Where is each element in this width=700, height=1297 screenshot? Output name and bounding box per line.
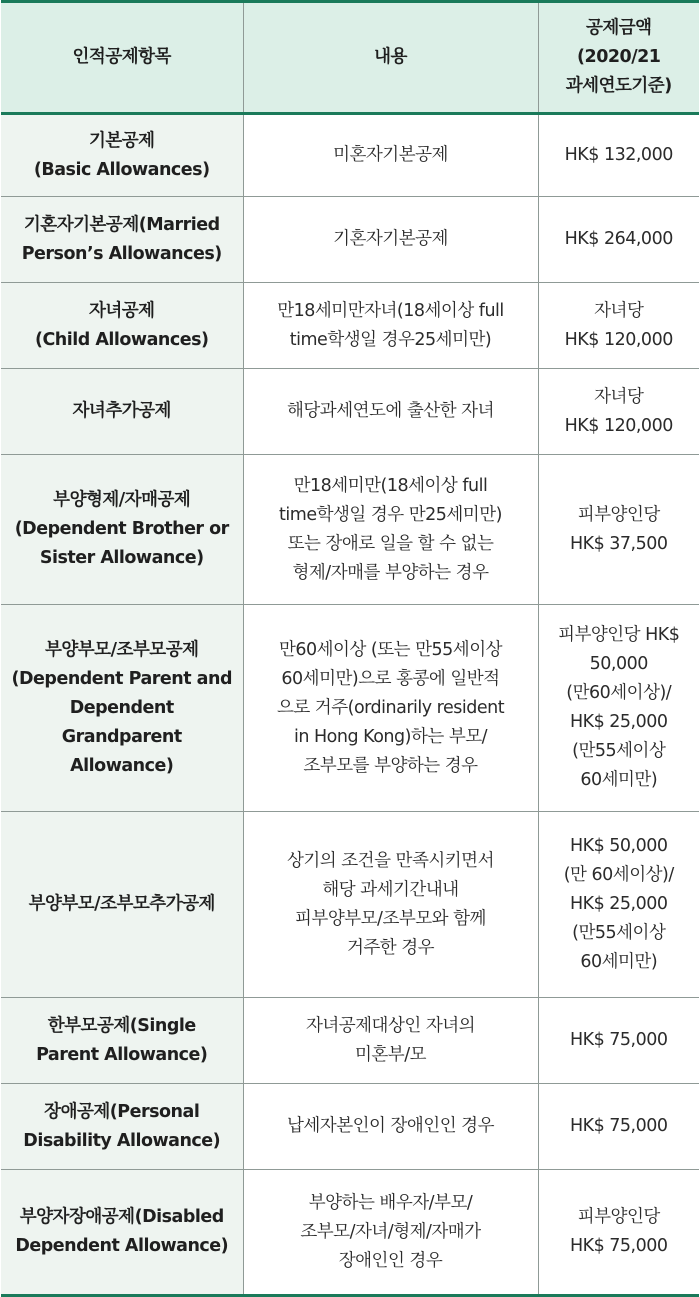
amount-line: 자녀당 [594, 300, 644, 321]
content-line: 만18세미만(18세이상 full [293, 475, 488, 496]
allowance-item [1, 369, 243, 455]
table-row [1, 812, 699, 998]
header-amount-line: 공제금액 [585, 18, 652, 38]
amount-line: 50,000 [589, 654, 648, 674]
content-line: 만60세이상 (또는 만55세이상 [278, 639, 503, 660]
content-line: 해당과세연도에 출산한 자녀 [287, 401, 494, 421]
amount-line: (만55세이상 [572, 741, 666, 761]
item-line: Person’s Allowances) [21, 243, 222, 264]
table-row [1, 605, 699, 812]
item-line: (Dependent Parent and [11, 668, 232, 689]
amount-line: HK$ 75,000 [569, 1236, 668, 1256]
amount-line: HK$ 264,000 [564, 229, 673, 249]
allowance-amount [538, 455, 699, 605]
allowance-amount [538, 1170, 699, 1296]
content-line: 조부모/자녀/형제/자매가 [300, 1221, 481, 1242]
allowance-item [1, 197, 243, 283]
allowance-content [243, 114, 538, 197]
allowance-amount [538, 812, 699, 998]
amount-line: 60세미만) [580, 952, 658, 972]
header-amount-line: (2020/21 [577, 47, 661, 67]
amount-line: HK$ 132,000 [564, 145, 673, 165]
table-row [1, 114, 699, 197]
item-line: 자녀추가공제 [72, 401, 171, 421]
content-line: time학생일 경우 만25세미만) [279, 504, 502, 525]
amount-line: HK$ 120,000 [564, 415, 673, 436]
allowance-item [1, 1084, 243, 1170]
item-line: 기본공제 [88, 130, 155, 151]
content-line: 상기의 조건을 만족시키면서 [287, 850, 494, 871]
content-line: 해당 과세기간내내 [322, 879, 459, 900]
item-line: (Dependent Brother or [14, 519, 229, 539]
allowance-amount [538, 114, 699, 197]
allowance-item [1, 812, 243, 998]
allowance-content [243, 197, 538, 283]
item-line: 자녀공제 [88, 300, 155, 321]
item-line: 장애공제(Personal [44, 1101, 200, 1122]
table-row [1, 1170, 699, 1296]
amount-line: HK$ 120,000 [564, 329, 673, 350]
item-line: (Child Allowances) [34, 329, 209, 350]
item-line: Disability Allowance) [23, 1130, 221, 1151]
allowance-item [1, 605, 243, 812]
table-row [1, 1084, 699, 1170]
content-line: time학생일 경우25세미만) [289, 329, 492, 350]
table-row [1, 369, 699, 455]
allowance-content [243, 1170, 538, 1296]
header-content: 내용 [243, 2, 538, 114]
item-line: Sister Allowance) [39, 548, 204, 568]
amount-line: HK$ 25,000 [569, 712, 668, 732]
content-line: 거주한 경우 [346, 937, 435, 958]
table-row [1, 455, 699, 605]
item-line: Dependent Allowance) [15, 1236, 229, 1256]
content-line: 자녀공제대상인 자녀의 [305, 1015, 476, 1036]
content-line: 형제/자매를 부양하는 경우 [292, 562, 489, 583]
header-amount-line: 과세연도기준) [565, 76, 672, 96]
allowance-content [243, 998, 538, 1084]
item-line: Dependent [69, 697, 174, 718]
content-line: 미혼부/모 [354, 1044, 427, 1065]
table-row [1, 998, 699, 1084]
amount-line: 피부양인당 [577, 1207, 660, 1227]
content-line: 으로 거주(ordinarily resident [276, 697, 505, 718]
allowance-content [243, 1084, 538, 1170]
header-item: 인적공제항목 [1, 2, 243, 114]
item-line: Grandparent [61, 726, 182, 747]
amount-line: HK$ 25,000 [569, 894, 668, 914]
item-line: 부양자장애공제(Disabled [19, 1207, 224, 1227]
allowance-table [1, 0, 699, 1297]
allowance-amount [538, 369, 699, 455]
allowance-item [1, 1170, 243, 1296]
allowance-content [243, 283, 538, 369]
allowance-amount [538, 605, 699, 812]
content-line: 납세자본인이 장애인인 경우 [287, 1116, 494, 1136]
amount-line: HK$ 75,000 [569, 1030, 668, 1050]
amount-line: HK$ 75,000 [569, 1116, 668, 1136]
item-line: 부양부모/조부모공제 [44, 639, 199, 660]
item-line: 부양형제/자매공제 [53, 490, 191, 510]
content-line: 기혼자기본공제 [333, 229, 448, 249]
allowance-content [243, 369, 538, 455]
amount-line: 자녀당 [594, 386, 644, 407]
content-line: 또는 장애로 일을 할 수 없는 [287, 533, 494, 554]
allowance-item [1, 998, 243, 1084]
amount-line: 60세미만) [580, 770, 658, 790]
table-row [1, 283, 699, 369]
allowance-amount [538, 998, 699, 1084]
item-line: 기혼자기본공제(Married [23, 214, 220, 235]
item-line: (Basic Allowances) [33, 159, 210, 180]
allowance-amount [538, 283, 699, 369]
content-line: 부양하는 배우자/부모/ [308, 1192, 473, 1213]
table-row [1, 197, 699, 283]
allowance-item [1, 283, 243, 369]
amount-line: 피부양인당 [577, 504, 660, 525]
allowance-item [1, 455, 243, 605]
header-amount [538, 2, 699, 114]
allowance-content [243, 605, 538, 812]
amount-line: HK$ 37,500 [569, 533, 668, 554]
amount-line: (만 60세이상)/ [563, 865, 674, 885]
item-line: 한부모공제(Single [47, 1015, 196, 1036]
amount-line: 피부양인당 HK$ [558, 625, 680, 645]
amount-line: HK$ 50,000 [569, 836, 668, 856]
allowance-amount [538, 1084, 699, 1170]
allowance-amount [538, 197, 699, 283]
content-line: 피부양부모/조부모와 함께 [295, 908, 486, 929]
content-line: 미혼자기본공제 [333, 145, 448, 165]
item-line: 부양부모/조부모추가공제 [28, 894, 215, 914]
content-line: 60세미만)으로 홍콩에 일반적 [281, 668, 500, 689]
allowance-item [1, 114, 243, 197]
allowance-content [243, 455, 538, 605]
content-line: in Hong Kong)하는 부모/ [293, 726, 488, 747]
allowance-content [243, 812, 538, 998]
amount-line: (만60세이상)/ [566, 683, 672, 703]
item-line: Parent Allowance) [36, 1044, 208, 1065]
amount-line: (만55세이상 [572, 923, 666, 943]
header-row [1, 2, 699, 114]
content-line: 조부모를 부양하는 경우 [303, 755, 478, 776]
content-line: 만18세미만자녀(18세이상 full [277, 300, 504, 321]
content-line: 장애인인 경우 [338, 1250, 443, 1271]
item-line: Allowance) [70, 755, 174, 776]
